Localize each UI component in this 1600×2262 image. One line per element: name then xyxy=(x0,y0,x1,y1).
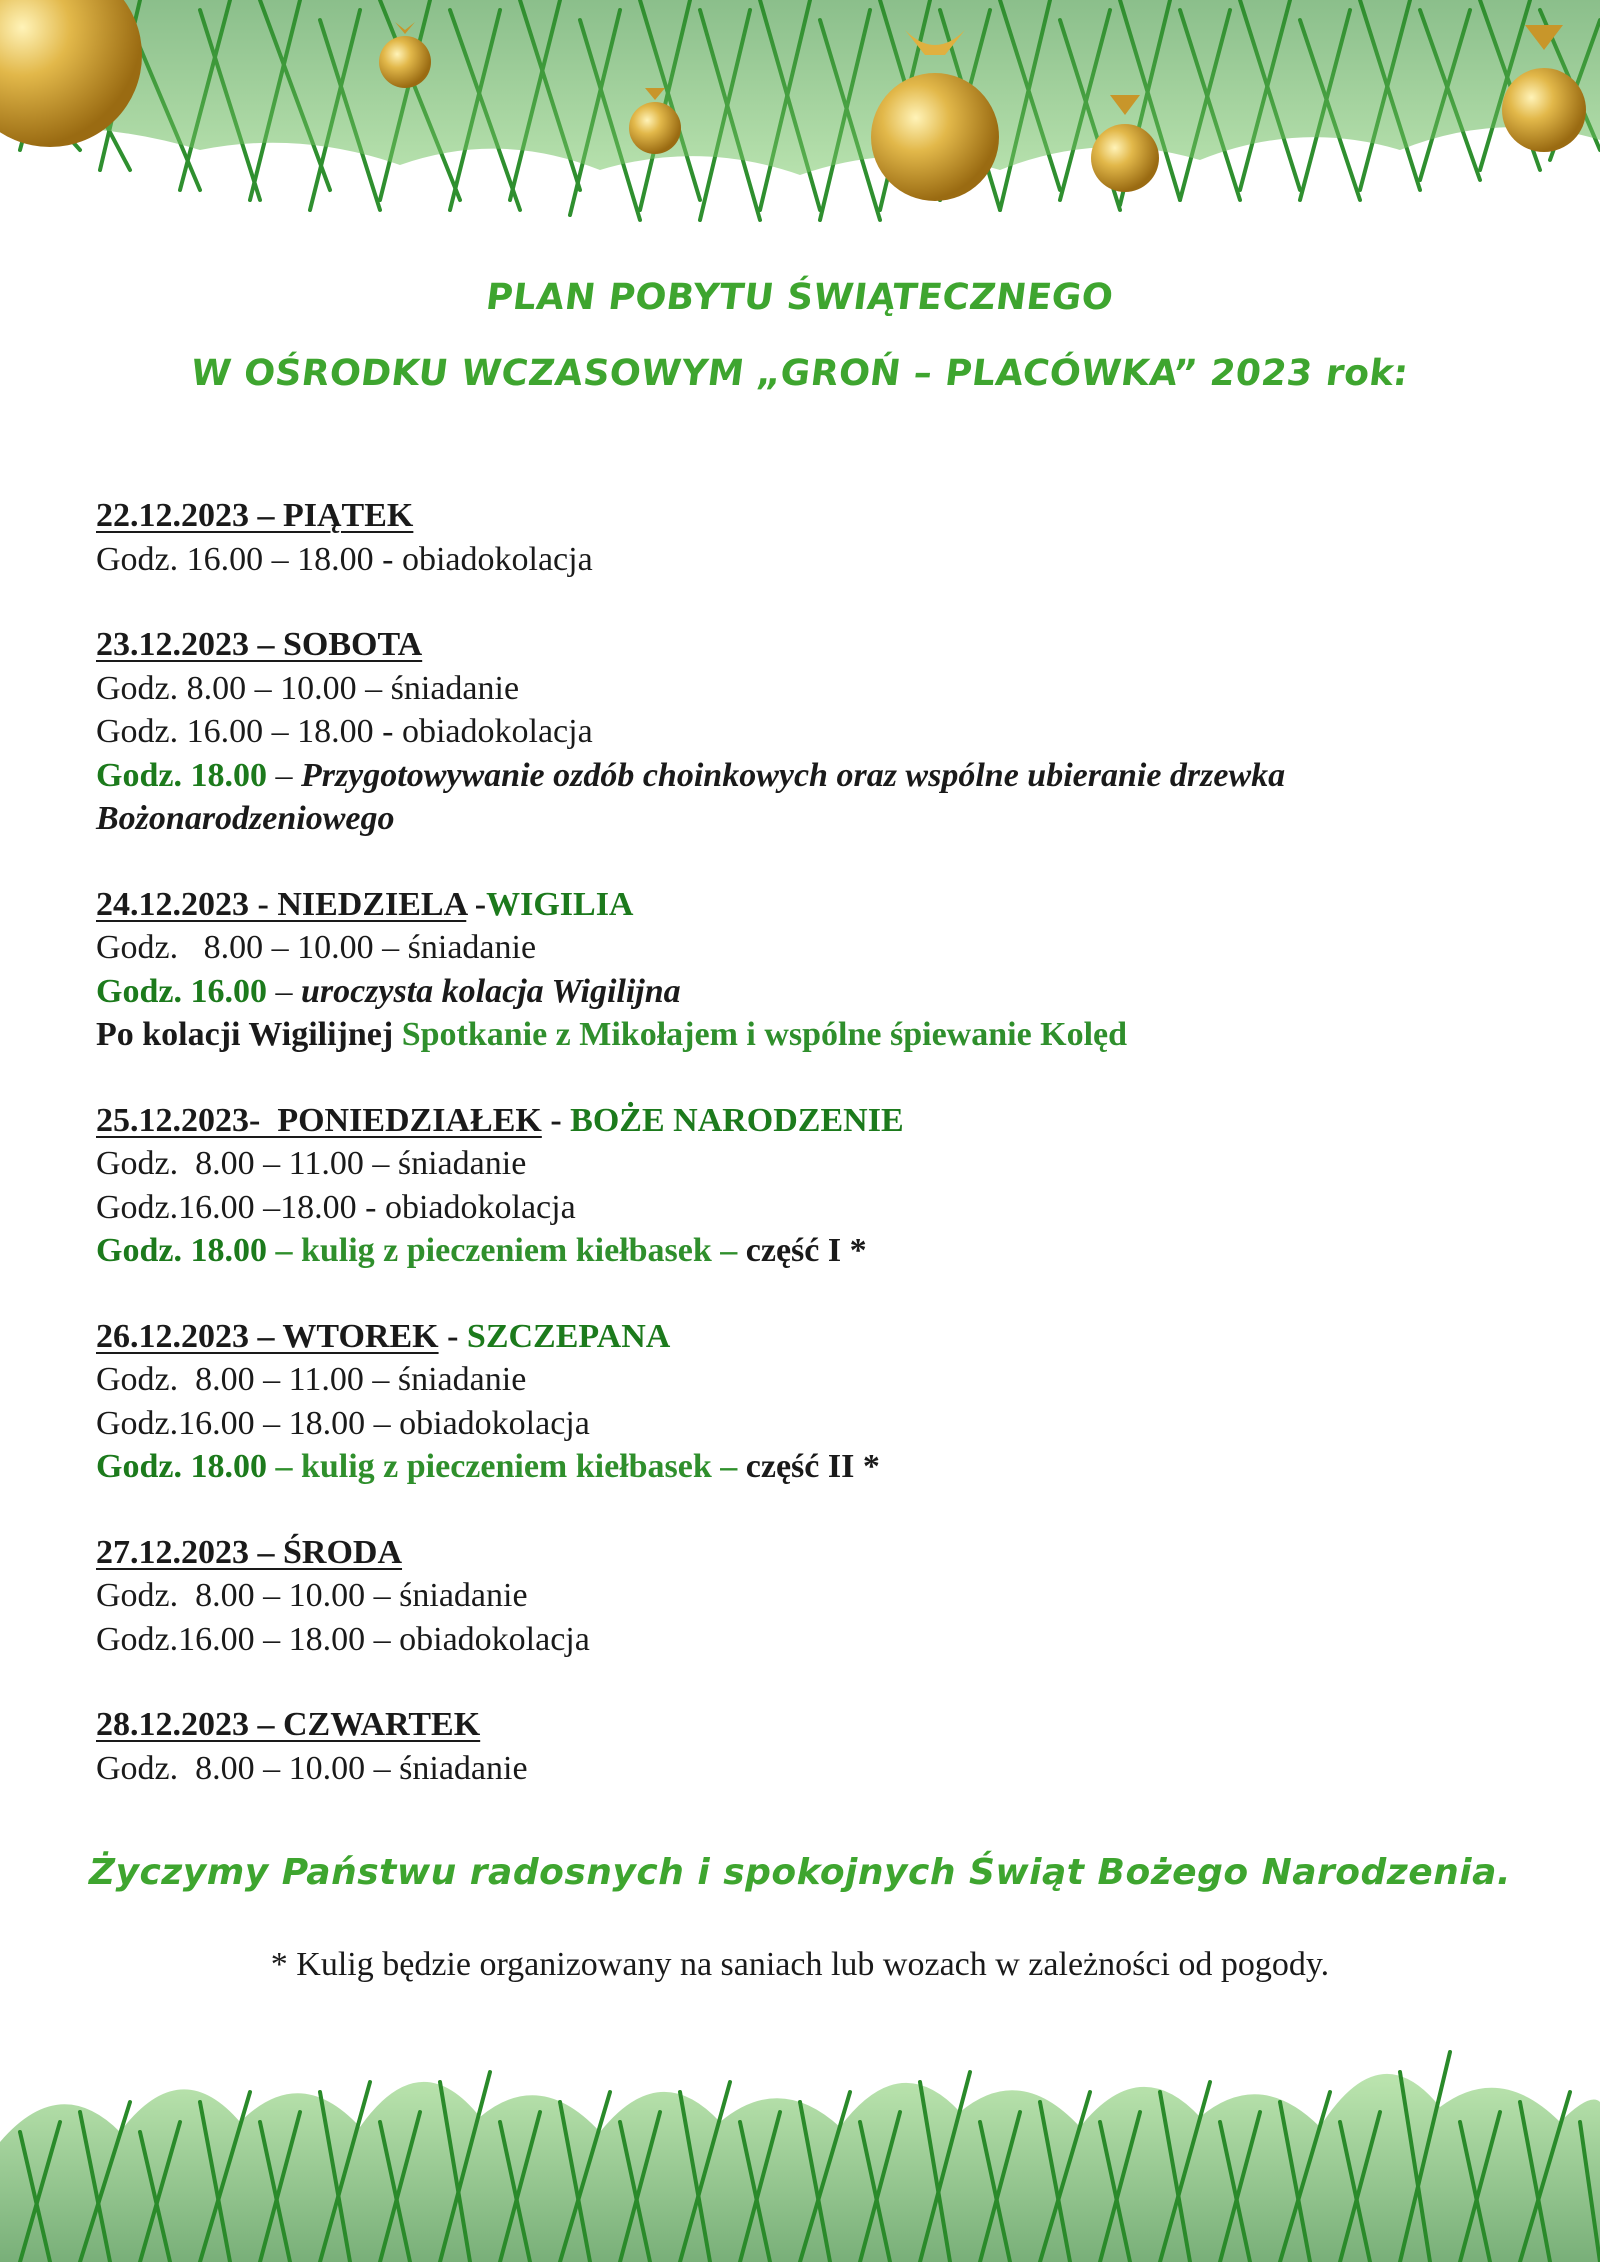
holiday-name: SZCZEPANA xyxy=(466,1317,671,1355)
day-block xyxy=(96,623,1496,841)
title-separator: - xyxy=(466,885,487,923)
event-item xyxy=(96,970,1496,1014)
event-description: – kulig z pieczeniem kiełbasek – xyxy=(266,1448,746,1485)
schedule-item: Godz. 8.00 – 10.00 – śniadanie xyxy=(96,929,537,966)
event-time: Godz. 18.00 xyxy=(96,1232,267,1269)
title-separator: - xyxy=(438,1317,467,1355)
event-item xyxy=(96,754,1336,841)
document-header xyxy=(0,268,1600,404)
event-item xyxy=(96,1445,1496,1489)
event-description: Przygotowywanie ozdób choinkowych oraz wspólne ubieranie drzewka Bożonarodzeniowego xyxy=(96,756,1286,837)
day-title xyxy=(96,1703,1496,1747)
page-title: PLAN POBYTU ŚWIĄTECZNEGO xyxy=(485,277,1115,318)
day-date: 22.12.2023 – PIĄTEK xyxy=(96,497,414,534)
schedule-item: Godz. 16.00 – 18.00 - obiadokolacja xyxy=(96,713,593,750)
event-part: część I * xyxy=(745,1232,867,1269)
after-supper-event: Spotkanie z Mikołajem i wspólne śpiewanie Kolęd xyxy=(401,1016,1128,1053)
holiday-name: BOŻE NARODZENIE xyxy=(570,1101,904,1139)
event-description: – kulig z pieczeniem kiełbasek – xyxy=(266,1232,746,1269)
schedule-item: Godz.16.00 –18.00 - obiadokolacja xyxy=(96,1188,576,1226)
day-title xyxy=(96,1315,1496,1359)
day-date: 24.12.2023 - NIEDZIELA xyxy=(96,885,467,923)
footnote: * Kulig będzie organizowany na saniach lub wozach w zależności od pogody. xyxy=(270,1946,1330,1983)
day-block xyxy=(96,1531,1496,1662)
top-garland-decoration xyxy=(0,0,1600,260)
schedule-item: Godz. 8.00 – 11.00 – śniadanie xyxy=(96,1145,527,1182)
after-supper-label: Po kolacji Wigilijnej xyxy=(96,1016,402,1053)
day-block xyxy=(96,883,1496,1057)
day-date: 28.12.2023 – CZWARTEK xyxy=(96,1706,481,1743)
day-date: 25.12.2023- PONIEDZIAŁEK xyxy=(96,1101,542,1139)
day-block xyxy=(96,1099,1496,1273)
day-block xyxy=(96,1315,1496,1489)
day-title xyxy=(96,494,1496,538)
event-part: część II * xyxy=(745,1448,880,1485)
day-title xyxy=(96,1099,1496,1143)
day-date: 23.12.2023 – SOBOTA xyxy=(96,626,423,663)
day-title xyxy=(96,1531,1496,1575)
bottom-pine-decoration xyxy=(0,2012,1600,2262)
holiday-name: WIGILIA xyxy=(486,885,634,923)
day-title xyxy=(96,883,1496,927)
schedule-item: Godz.16.00 – 18.00 – obiadokolacja xyxy=(96,1404,590,1442)
day-block xyxy=(96,1703,1496,1790)
schedule-item: Godz. 16.00 – 18.00 - obiadokolacja xyxy=(96,540,593,578)
schedule-item: Godz. 8.00 – 10.00 – śniadanie xyxy=(96,669,520,707)
schedule-list xyxy=(96,494,1496,1832)
event-dash: – xyxy=(266,756,301,794)
event-item xyxy=(96,1229,1496,1273)
event-description: uroczysta kolacja Wigilijna xyxy=(300,972,681,1010)
day-title xyxy=(96,623,1496,667)
after-supper-item xyxy=(96,1013,1496,1057)
event-time: Godz. 16.00 xyxy=(96,972,267,1010)
holiday-wishes: Życzymy Państwu radosnych i spokojnych Świąt Bożego Narodzenia. xyxy=(88,1852,1512,1893)
schedule-item: Godz. 8.00 – 10.00 – śniadanie xyxy=(96,1749,528,1787)
title-separator: - xyxy=(541,1101,571,1139)
day-date: 26.12.2023 – WTOREK xyxy=(96,1317,439,1355)
event-time: Godz. 18.00 xyxy=(96,1448,267,1485)
schedule-item: Godz. 8.00 – 10.00 – śniadanie xyxy=(96,1577,528,1614)
event-dash: – xyxy=(266,972,301,1010)
page-subtitle: W OŚRODKU WCZASOWYM „GROŃ – PLACÓWKA” 2023 rok: xyxy=(189,353,1411,394)
schedule-item: Godz. 8.00 – 11.00 – śniadanie xyxy=(96,1361,527,1398)
day-block xyxy=(96,494,1496,581)
event-time: Godz. 18.00 xyxy=(96,756,267,794)
day-date: 27.12.2023 – ŚRODA xyxy=(96,1533,403,1571)
schedule-item: Godz.16.00 – 18.00 – obiadokolacja xyxy=(96,1620,590,1658)
